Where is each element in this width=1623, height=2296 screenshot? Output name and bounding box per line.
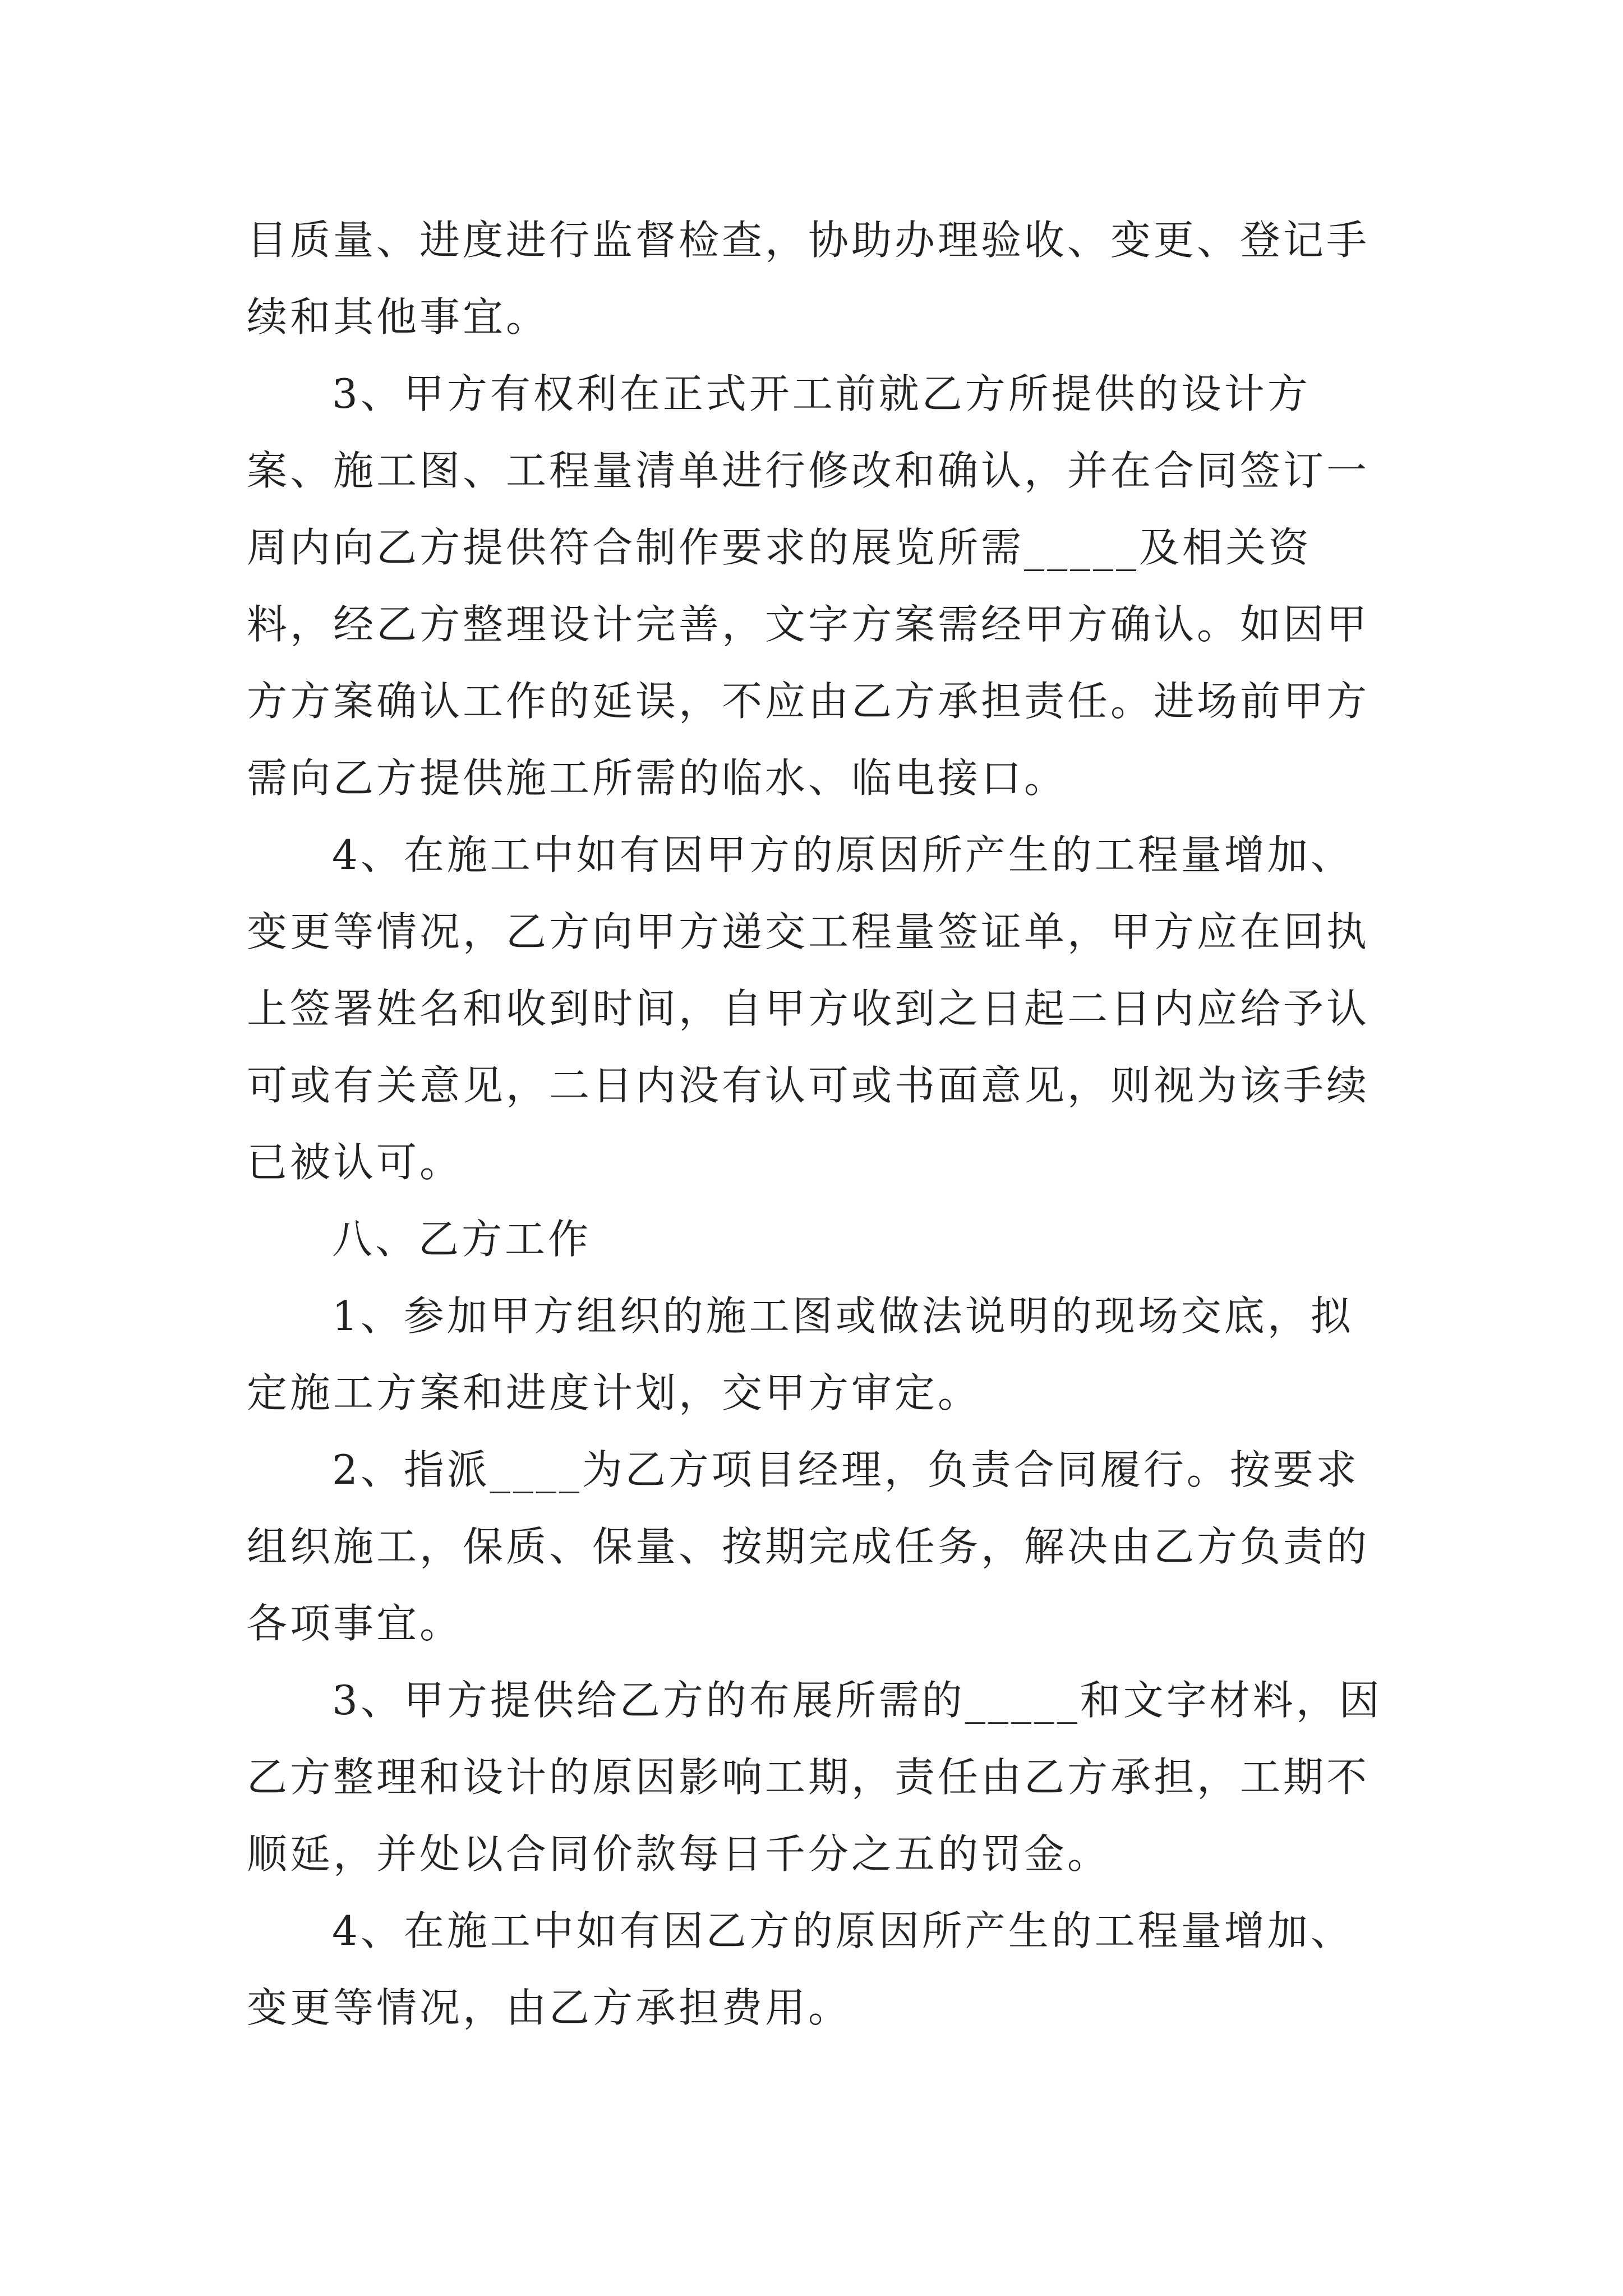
- paragraph-party-a-clause-3: 3、甲方有权利在正式开工前就乙方所提供的设计方案、施工图、工程量清单进行修改和确认，并在合同签订一周内向乙方提供符合制作要求的展览所需_____及相关资料，经乙方整理设计完善，文字方案需经甲方确认。如因甲方方案确认工作的延误，不应由乙方承担责任。进场前甲方需向乙方提供施工所需的临水、临电接口。: [247, 370, 1370, 802]
- paragraph-party-b-clause-3: 3、甲方提供给乙方的布展所需的_____和文字材料，因乙方整理和设计的原因影响工期，责任由乙方承担，工期不顺延，并处以合同价款每日千分之五的罚金。: [247, 1677, 1382, 1878]
- paragraph-party-b-clause-4: 4、在施工中如有因乙方的原因所产生的工程量增加、变更等情况，由乙方承担费用。: [247, 1907, 1354, 2031]
- paragraph-continuation: 目质量、进度进行监督检查，协助办理验收、变更、登记手续和其他事宜。: [247, 217, 1370, 341]
- paragraph-party-b-clause-2: 2、指派____为乙方项目经理，负责合同履行。按要求组织施工，保质、保量、按期完成任务，解决由乙方负责的各项事宜。: [247, 1446, 1370, 1647]
- paragraph-party-a-clause-4: 4、在施工中如有因甲方的原因所产生的工程量增加、变更等情况，乙方向甲方递交工程量签证单，甲方应在回执上签署姓名和收到时间，自甲方收到之日起二日内应给予认可或有关意见，二日内没有认可或书面意见，则视为该手续已被认可。: [247, 831, 1370, 1186]
- section-heading-party-b-work: 八、乙方工作: [332, 1216, 592, 1263]
- paragraph-party-b-clause-1: 1、参加甲方组织的施工图或做法说明的现场交底，拟定施工方案和进度计划，交甲方审定。: [247, 1292, 1354, 1416]
- document-body: [247, 202, 1391, 2046]
